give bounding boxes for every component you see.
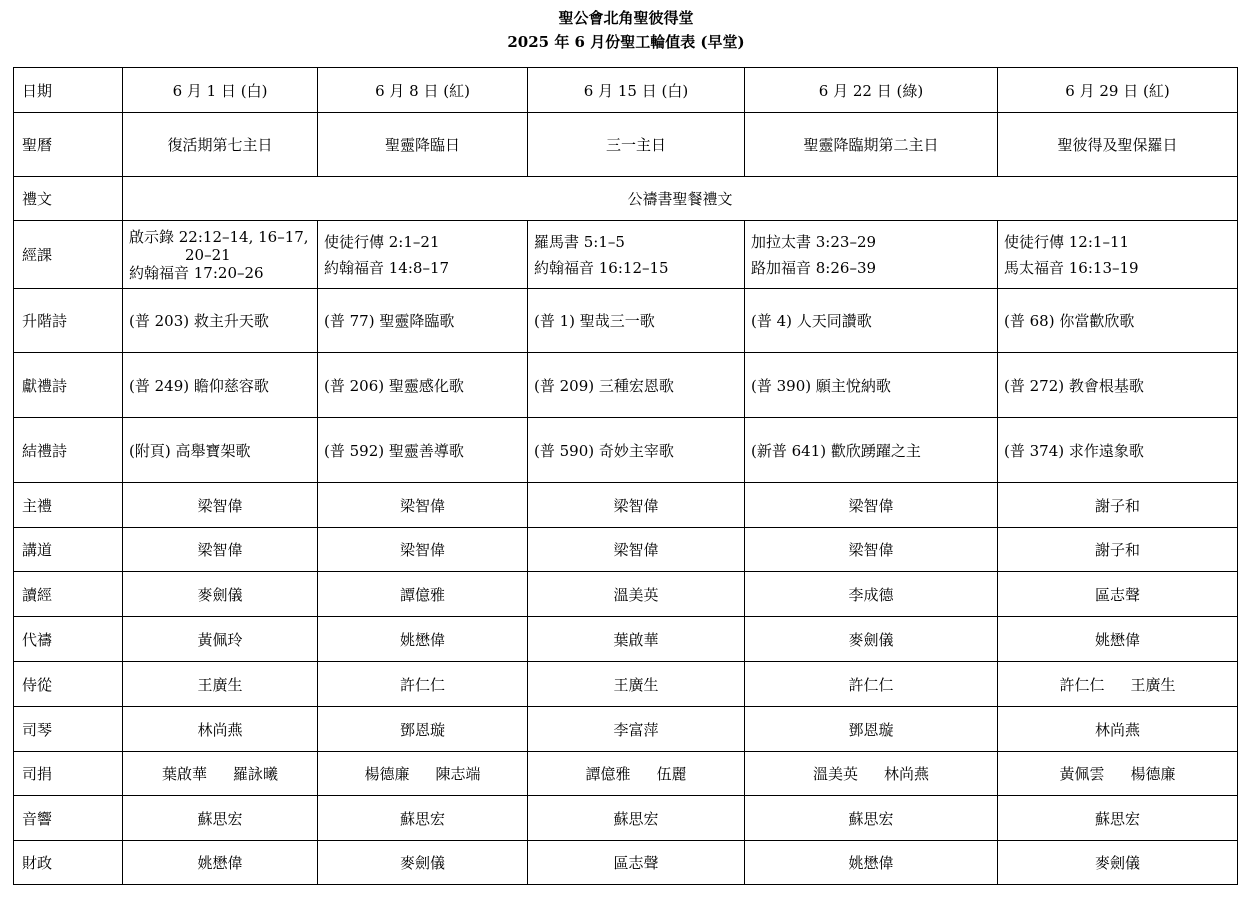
- person-cell: 葉啟華: [528, 617, 745, 662]
- person-name: 譚億雅: [585, 765, 631, 783]
- row-server: [14, 662, 1238, 707]
- hymn-cell: (普 590) 奇妙主宰歌: [528, 418, 745, 483]
- reading-line: 約翰福音 17:20–26: [129, 263, 264, 282]
- readings-cell: [528, 221, 745, 289]
- person-cell: 蘇思宏: [528, 796, 745, 841]
- person-cell: 姚懋偉: [998, 617, 1238, 662]
- person-name: 羅詠曦: [233, 765, 279, 783]
- person-cell: 鄧恩璇: [318, 707, 528, 752]
- person-cell: 許仁仁: [745, 662, 998, 707]
- hymn-cell: (普 374) 求作遠象歌: [998, 418, 1238, 483]
- hymn-cell: (普 209) 三種宏恩歌: [528, 353, 745, 418]
- person-cell: 梁智偉: [745, 483, 998, 528]
- row-label: 主禮: [14, 483, 123, 528]
- person-pair-cell: [745, 752, 998, 796]
- row-label: 讀經: [14, 572, 123, 617]
- row-label: 財政: [14, 841, 123, 885]
- person-cell: 區志聲: [528, 841, 745, 885]
- readings-cell: [123, 221, 318, 289]
- calendar-cell: 聖彼得及聖保羅日: [998, 113, 1238, 177]
- person-cell: 許仁仁: [318, 662, 528, 707]
- row-calendar: [14, 113, 1238, 177]
- person-cell: 謝子和: [998, 483, 1238, 528]
- reading-line: 路加福音 8:26–39: [751, 258, 877, 277]
- person-name: 楊德廉: [1130, 765, 1176, 783]
- person-cell: 李成德: [745, 572, 998, 617]
- row-label: 禮文: [14, 177, 123, 221]
- row-label: 司琴: [14, 707, 123, 752]
- row-label: 經課: [14, 221, 123, 289]
- row-label: 獻禮詩: [14, 353, 123, 418]
- person-name: 葉啟華: [161, 765, 207, 783]
- person-cell: 區志聲: [998, 572, 1238, 617]
- person-cell: 麥劍儀: [318, 841, 528, 885]
- row-readings: [14, 221, 1238, 289]
- person-cell: 姚懋偉: [745, 841, 998, 885]
- hymn-cell: (普 592) 聖靈善導歌: [318, 418, 528, 483]
- person-cell: 李富萍: [528, 707, 745, 752]
- person-cell: 姚懋偉: [123, 841, 318, 885]
- calendar-cell: 聖靈降臨期第二主日: [745, 113, 998, 177]
- readings-cell: [318, 221, 528, 289]
- person-cell: 鄧恩璇: [745, 707, 998, 752]
- row-label: 日期: [14, 68, 123, 113]
- person-cell: 麥劍儀: [745, 617, 998, 662]
- date-cell: 6 月 29 日 (紅): [998, 68, 1238, 113]
- date-cell: 6 月 8 日 (紅): [318, 68, 528, 113]
- row-closing-hymn: [14, 418, 1238, 483]
- person-pair-cell: [123, 752, 318, 796]
- person-pair-cell: [998, 662, 1238, 707]
- roster-title: 2025 年 6 月份聖工輪值表 (早堂): [507, 33, 745, 51]
- row-label: 司捐: [14, 752, 123, 796]
- row-liturgy: [14, 177, 1238, 221]
- readings-cell: [998, 221, 1238, 289]
- row-sound: [14, 796, 1238, 841]
- document-header: [0, 6, 1252, 54]
- person-pair-cell: [318, 752, 528, 796]
- hymn-cell: (普 390) 願主悅納歌: [745, 353, 998, 418]
- person-cell: 林尚燕: [123, 707, 318, 752]
- hymn-cell: (附頁) 高舉寶架歌: [123, 418, 318, 483]
- reading-line: 使徒行傳 12:1–11: [1004, 232, 1130, 251]
- person-name: 楊德廉: [364, 765, 410, 783]
- person-cell: 王廣生: [528, 662, 745, 707]
- hymn-cell: (普 272) 教會根基歌: [998, 353, 1238, 418]
- person-name: 許仁仁: [1059, 675, 1105, 694]
- reading-line: 約翰福音 16:12–15: [534, 258, 669, 277]
- row-offertory-hymn: [14, 353, 1238, 418]
- reading-line: 啟示錄 22:12–14, 16–17,: [129, 227, 309, 246]
- row-intercessor: [14, 617, 1238, 662]
- reading-line: 羅馬書 5:1–5: [534, 232, 625, 251]
- row-label: 聖曆: [14, 113, 123, 177]
- person-cell: 王廣生: [123, 662, 318, 707]
- row-date: [14, 68, 1238, 113]
- person-pair-cell: [998, 752, 1238, 796]
- row-preacher: [14, 528, 1238, 572]
- hymn-cell: (普 249) 瞻仰慈容歌: [123, 353, 318, 418]
- person-name: 溫美英: [812, 765, 858, 783]
- row-celebrant: [14, 483, 1238, 528]
- hymn-cell: (新普 641) 歡欣踴躍之主: [745, 418, 998, 483]
- person-cell: 黃佩玲: [123, 617, 318, 662]
- person-cell: 溫美英: [528, 572, 745, 617]
- hymn-cell: (普 4) 人天同讚歌: [745, 289, 998, 353]
- calendar-cell: 聖靈降臨日: [318, 113, 528, 177]
- hymn-cell: (普 77) 聖靈降臨歌: [318, 289, 528, 353]
- hymn-cell: (普 1) 聖哉三一歌: [528, 289, 745, 353]
- person-cell: 蘇思宏: [998, 796, 1238, 841]
- person-name: 王廣生: [1130, 675, 1176, 694]
- person-cell: 麥劍儀: [998, 841, 1238, 885]
- row-reader: [14, 572, 1238, 617]
- hymn-cell: (普 206) 聖靈感化歌: [318, 353, 528, 418]
- date-cell: 6 月 1 日 (白): [123, 68, 318, 113]
- person-cell: 梁智偉: [123, 483, 318, 528]
- row-entrance-hymn: [14, 289, 1238, 353]
- person-cell: 蘇思宏: [318, 796, 528, 841]
- date-cell: 6 月 15 日 (白): [528, 68, 745, 113]
- person-pair-cell: [528, 752, 745, 796]
- row-organist: [14, 707, 1238, 752]
- person-cell: 譚億雅: [318, 572, 528, 617]
- person-cell: 蘇思宏: [123, 796, 318, 841]
- row-label: 講道: [14, 528, 123, 572]
- reading-line: 使徒行傳 2:1–21: [324, 232, 440, 251]
- person-name: 林尚燕: [884, 765, 930, 783]
- person-cell: 姚懋偉: [318, 617, 528, 662]
- reading-line: 加拉太書 3:23–29: [751, 232, 877, 251]
- hymn-cell: (普 68) 你當歡欣歌: [998, 289, 1238, 353]
- reading-line: 20–21: [185, 245, 231, 264]
- person-cell: 梁智偉: [528, 528, 745, 572]
- duty-roster-table: [13, 67, 1238, 885]
- church-name: 聖公會北角聖彼得堂: [558, 9, 694, 27]
- person-cell: 梁智偉: [745, 528, 998, 572]
- row-label: 代禱: [14, 617, 123, 662]
- person-cell: 林尚燕: [998, 707, 1238, 752]
- calendar-cell: 三一主日: [528, 113, 745, 177]
- person-cell: 梁智偉: [318, 483, 528, 528]
- readings-cell: [745, 221, 998, 289]
- reading-line: 馬太福音 16:13–19: [1004, 258, 1139, 277]
- person-cell: 謝子和: [998, 528, 1238, 572]
- person-cell: 麥劍儀: [123, 572, 318, 617]
- row-label: 音響: [14, 796, 123, 841]
- row-finance: [14, 841, 1238, 885]
- person-name: 陳志端: [435, 765, 481, 783]
- hymn-cell: (普 203) 救主升天歌: [123, 289, 318, 353]
- person-cell: 蘇思宏: [745, 796, 998, 841]
- person-cell: 梁智偉: [528, 483, 745, 528]
- row-label: 升階詩: [14, 289, 123, 353]
- person-name: 伍麗: [656, 765, 687, 783]
- person-cell: 梁智偉: [318, 528, 528, 572]
- date-cell: 6 月 22 日 (綠): [745, 68, 998, 113]
- calendar-cell: 復活期第七主日: [123, 113, 318, 177]
- person-cell: 梁智偉: [123, 528, 318, 572]
- row-label: 結禮詩: [14, 418, 123, 483]
- person-name: 黃佩雲: [1059, 765, 1105, 783]
- row-collection: [14, 752, 1238, 796]
- liturgy-cell: 公禱書聖餐禮文: [123, 177, 1238, 221]
- reading-line: 約翰福音 14:8–17: [324, 258, 450, 277]
- row-label: 侍從: [14, 662, 123, 707]
